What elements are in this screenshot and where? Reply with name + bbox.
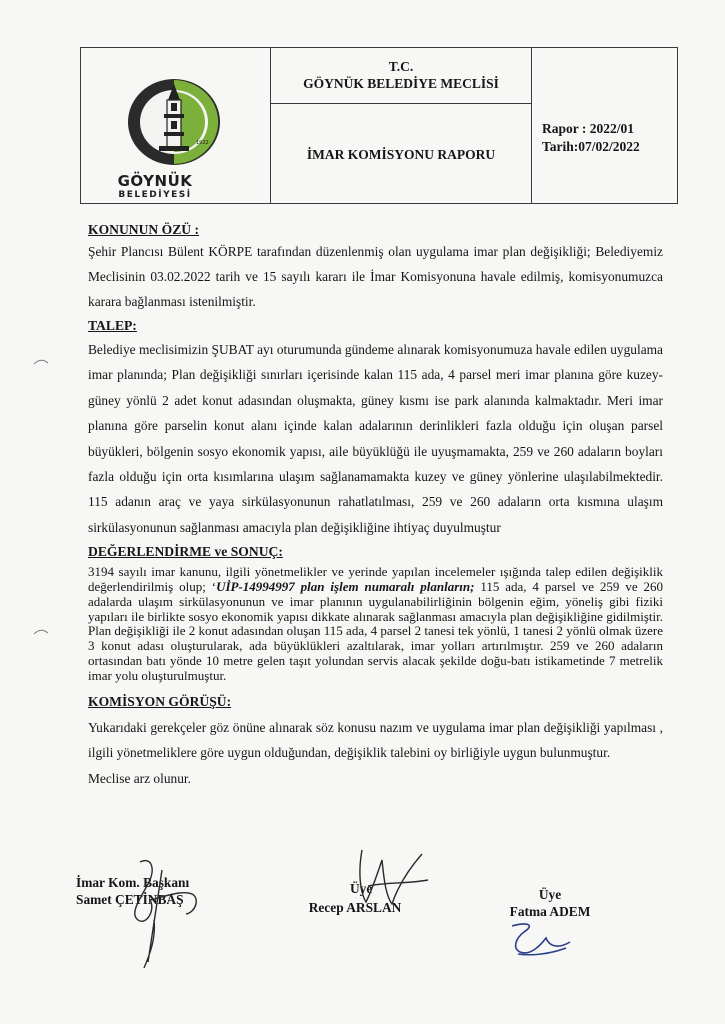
konu-paragraph: Şehir Plancısı Bülent KÖRPE tarafından düzenlenmiş olan uygulama imar plan değişikliği; Belediyemiz Meclisinin 03.02.2022 tarih ve 15 sayılı kararı ile İmar Komisyonuna havale edilmiş, komisyonumuzca karara bağlanması istenilmiştir.	[88, 244, 663, 309]
signer-name: Samet ÇETİNBAŞ	[76, 892, 184, 907]
signature-block-member-2	[505, 886, 595, 920]
logo-year: 1922	[196, 140, 209, 146]
report-body	[88, 220, 663, 788]
header-line-tc: T.C.	[388, 59, 414, 74]
logo-text-main: GÖYNÜK	[117, 172, 193, 190]
degerlendirme-paragraph	[88, 565, 663, 683]
signature-member-2-icon	[506, 918, 576, 960]
report-number: Rapor : 2022/01	[542, 121, 635, 136]
margin-mark-icon	[33, 627, 49, 635]
signature-chair-icon	[110, 850, 230, 975]
header-institution	[271, 48, 531, 104]
section-title-konu: KONUNUN ÖZÜ :	[88, 222, 200, 237]
signer-name: Fatma ADEM	[509, 904, 591, 919]
gorus-paragraph: Yukarıdaki gerekçeler göz önüne alınarak söz konusu nazım ve uygulama imar plan değişikliği yapılması , ilgili yönetmeliklere göre uygun olduğundan, değişiklik talebini oy birliğiyle uygun bulunmuştur.	[88, 719, 663, 760]
signer-name: Recep ARSLAN	[308, 900, 402, 915]
signer-role: İmar Kom. Başkanı	[76, 875, 190, 890]
talep-paragraph: Belediye meclisimizin ŞUBAT ayı oturumunda gündeme alınarak komisyonumuza havale edilen uygulama imar planında; Plan değişikliği sınırları içerisinde kalan 115 ada, 4 parsel meri imar planına göre kuzey-güney yönlü 2 adet konut adasından oluşmakta, güney kısmı ise park alanında kalmaktadır. Meri imar planına göre parselin konut alanı içinde kalan adalarının derinlikleri fazla olduğu için oluşan parsel büyükleri, bölgenin sosyo ekonomik yapısı, aile büyüklüğü ile uyuşmamakta, 259 ve 260 adaların boyları fazla olduğu için orta kısımlarına ulaşım sağlanamamakta kuzey ve güney yönlerine ulaşılabilmektedir. 115 adanın araç ve yaya sirkülasyonunun rahatlatılması, 259 ve 260 adaların orta kısmına ulaşım sirkülasyonunun sağlanması amacıyla plan değişikliğine ihtiyaç duyulmuştur	[88, 342, 663, 535]
report-date: Tarih:07/02/2022	[542, 139, 640, 154]
logo-cell	[81, 48, 271, 203]
report-meta	[531, 48, 679, 203]
signature-member-1-icon	[338, 842, 438, 917]
submission-line: Meclise arz olunur.	[88, 770, 191, 786]
section-title-talep: TALEP:	[88, 318, 137, 333]
margin-mark-icon	[33, 357, 49, 365]
section-title-gorus: KOMİSYON GÖRÜŞÜ:	[88, 693, 232, 709]
signer-role: Üye	[350, 881, 373, 896]
logo-text-sub: BELEDİYESİ	[118, 190, 192, 200]
signer-role: Üye	[538, 887, 562, 902]
header-table	[80, 47, 678, 204]
report-title: İMAR KOMİSYONU RAPORU	[306, 147, 496, 162]
degerlendirme-text-b: 115 ada, 4 parsel ve 259 ve 260 adalarda ulaşım sirkülasyonunun ve imar planının uygulanabilirliğinin bölgenin eğim, yöneliş gibi fiziki yapıları ile birlikte sosyo ekonomik yapısı dikkate alınarak sağlanması amacıyla plan değişikliğine gidilmiştir. Plan değişikliği ile 2 konut adasından oluşan 115 ada, 4 parsel 2 tanesi tek yönlü, 1 tanesi 2 yönlü olmak üzere 3 konut adası oluşturularak, ada büyüklükleri azaltılarak, imar yolları artırılmıştır. 259 ve 260 adaların ortasından batı yönde 10 metre gelen taşıt yolundan servis alacak şekilde doğu-batı istikametinde 7 metrelik imar yolu oluşturulmuştur.	[88, 579, 664, 683]
degerlendirme-text-a: 3194 sayılı imar kanunu, ilgili yönetmelikler ve yerinde yapılan incelemeler ışığında talep edilen değişiklik değerlendirilmiş olup; ‘	[88, 564, 663, 595]
header-line-council: GÖYNÜK BELEDİYE MECLİSİ	[303, 76, 499, 91]
section-title-degerlendirme: DEĞERLENDİRME ve SONUÇ:	[88, 544, 283, 560]
plan-number: UİP-14994997 plan işlem numaralı planların;	[216, 579, 475, 595]
